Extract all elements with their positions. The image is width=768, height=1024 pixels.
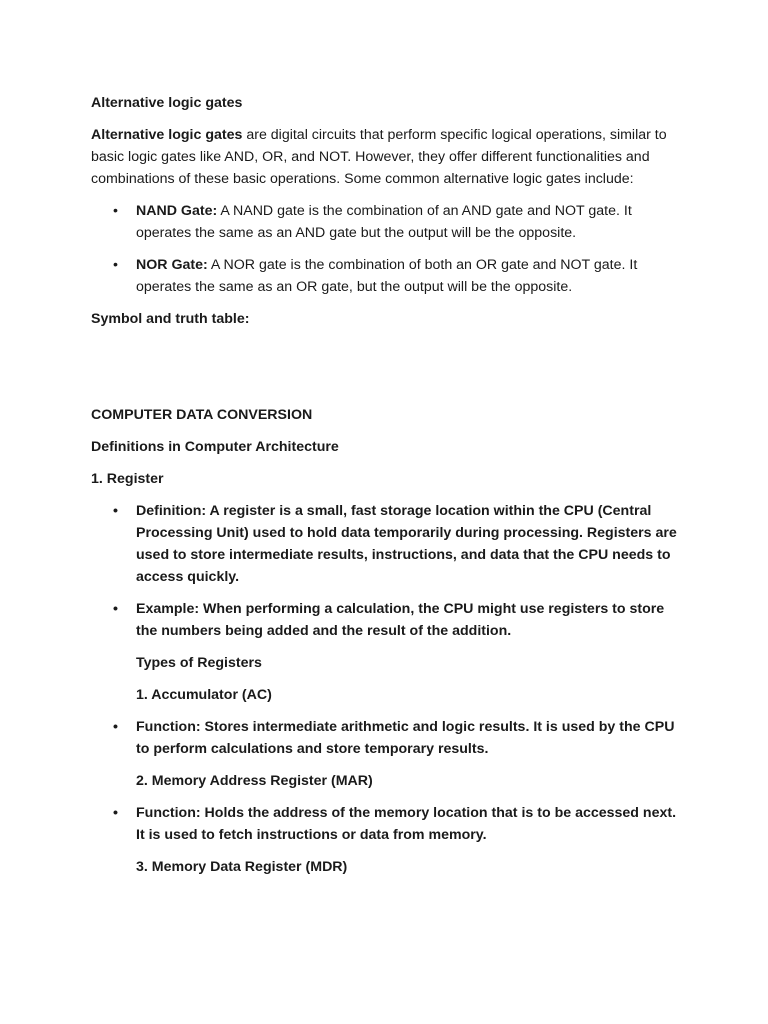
accumulator-heading: 1. Accumulator (AC) — [136, 687, 272, 703]
list-item-nand — [91, 200, 681, 244]
example-text: Example: When performing a calculation, the CPU might use registers to store the numbers being added and the result of the addition. — [136, 601, 665, 639]
bullet-dot: • — [113, 503, 118, 519]
mar-function-text: Function: Holds the address of the memory location that is to be accessed next. It is used to fetch instructions or data from memory. — [136, 805, 677, 843]
bullet-dot: • — [113, 805, 118, 821]
nand-text: A NAND gate is the combination of an AND gate and NOT gate. It operates the same as an AND gate but the output will be the opposite. — [136, 203, 632, 241]
mar-heading: 2. Memory Address Register (MAR) — [136, 773, 373, 789]
section-title-alternative-logic-gates: Alternative logic gates — [91, 95, 243, 111]
accumulator-list — [91, 716, 681, 760]
intro-text: are digital circuits that perform specific logical operations, similar to basic logic gates like AND, OR, and NOT. However, they offer different functionalities and combinations of these basic operations. Some common alternative logic gates include: — [91, 127, 667, 187]
gate-list — [91, 200, 681, 298]
nor-term: NOR Gate: — [136, 257, 208, 273]
nand-term: NAND Gate: — [136, 203, 218, 219]
document-page — [91, 92, 681, 888]
list-item-definition — [91, 500, 681, 588]
symbol-truth-table-heading: Symbol and truth table: — [91, 311, 250, 327]
types-of-registers-heading: Types of Registers — [136, 655, 262, 671]
bullet-dot: • — [113, 203, 118, 219]
mdr-heading: 3. Memory Data Register (MDR) — [136, 859, 348, 875]
list-item-accumulator-function — [91, 716, 681, 760]
mar-list — [91, 802, 681, 846]
blank-space — [91, 340, 681, 404]
register-list — [91, 500, 681, 642]
bullet-dot: • — [113, 257, 118, 273]
bullet-dot: • — [113, 719, 118, 735]
accumulator-function-text: Function: Stores intermediate arithmetic and logic results. It is used by the CPU to perform calculations and store temporary results. — [136, 719, 675, 757]
bullet-dot: • — [113, 601, 118, 617]
list-item-example — [91, 598, 681, 642]
nor-text: A NOR gate is the combination of both an OR gate and NOT gate. It operates the same as an OR gate, but the output will be the opposite. — [136, 257, 638, 295]
section-title-computer-data-conversion: COMPUTER DATA CONVERSION — [91, 407, 313, 423]
intro-bold-term: Alternative logic gates — [91, 127, 243, 143]
definition-text: Definition: A register is a small, fast storage location within the CPU (Central Processing Unit) used to hold data temporarily during processing. Registers are used to store intermediate results, instructions, and data that the CPU needs to access quickly. — [136, 503, 677, 585]
definitions-heading: Definitions in Computer Architecture — [91, 439, 339, 455]
register-heading: 1. Register — [91, 471, 164, 487]
intro-paragraph — [91, 124, 681, 190]
list-item-mar-function — [91, 802, 681, 846]
list-item-nor — [91, 254, 681, 298]
